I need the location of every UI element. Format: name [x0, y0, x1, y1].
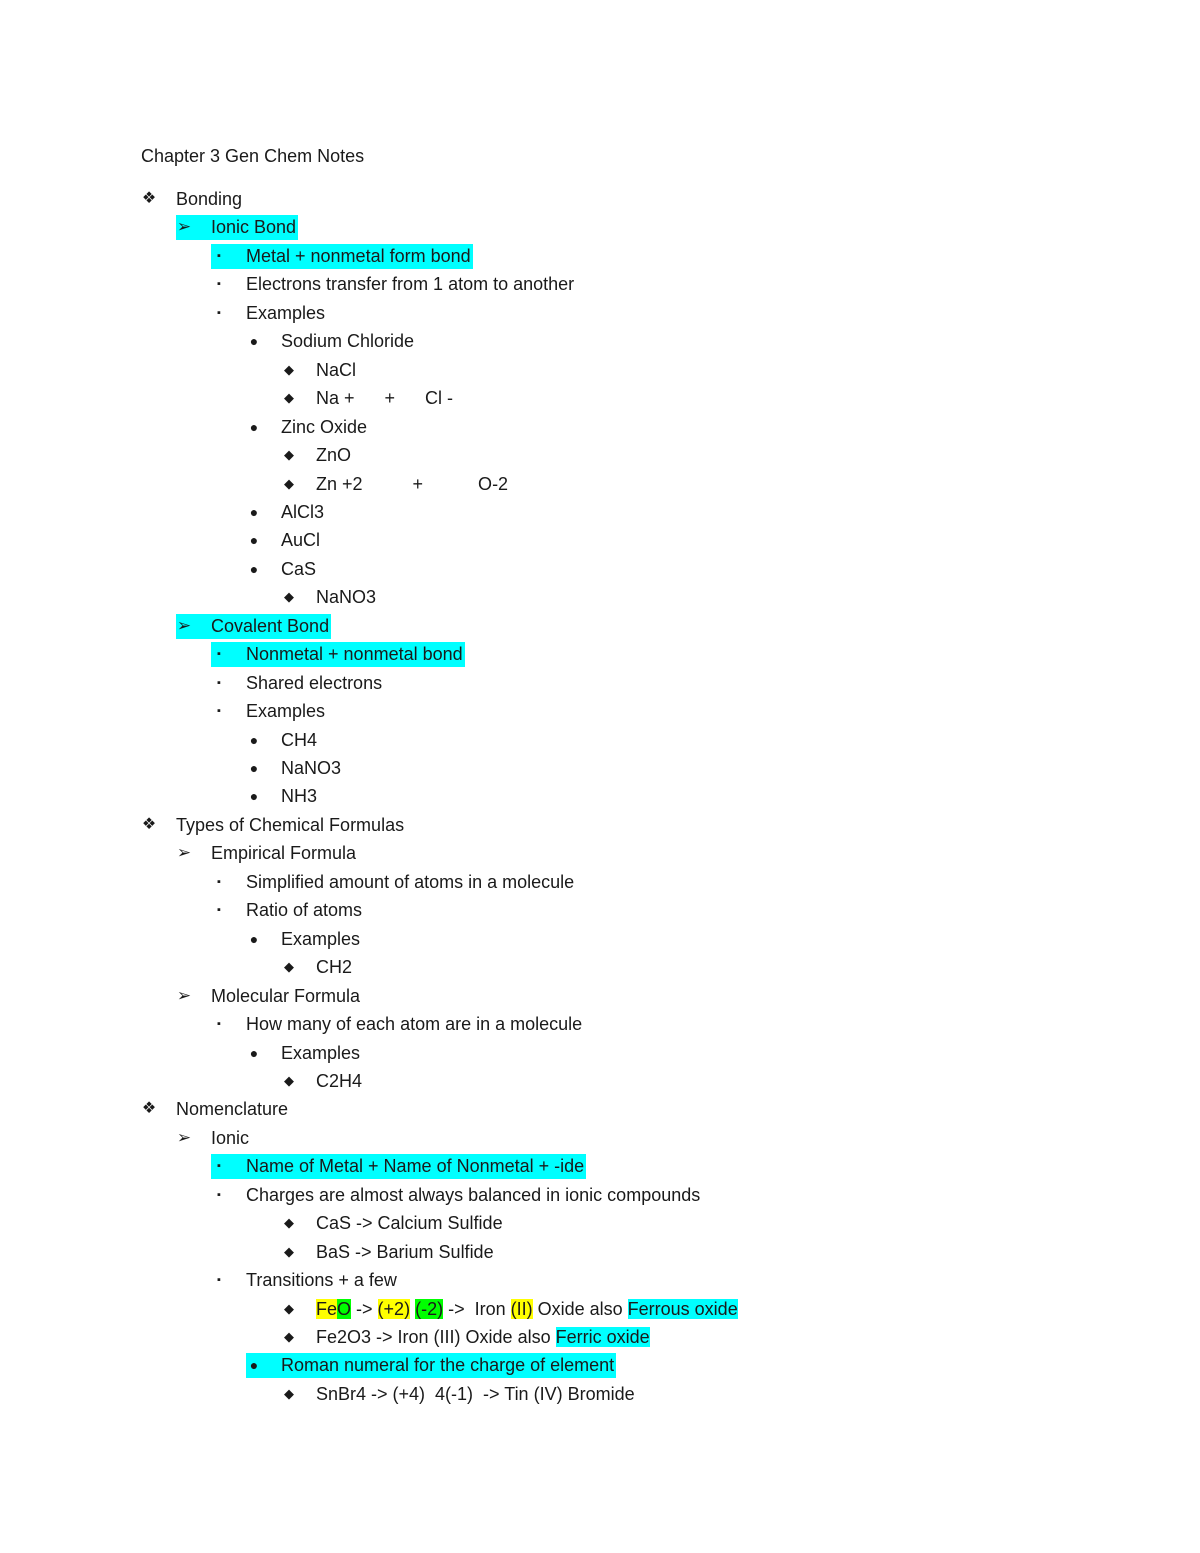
outline-item-text: Name of Metal + Name of Nonmetal + -ide [246, 1156, 585, 1177]
outline-item-text: NH3 [281, 786, 318, 807]
outline-item [0, 1039, 1200, 1067]
outline-item [0, 441, 1200, 469]
outline-item [0, 1181, 1200, 1209]
highlighted-text: Ferrous oxide [627, 1298, 738, 1319]
outline-item [0, 1380, 1200, 1408]
outline-item [0, 384, 1200, 412]
outline-item [0, 526, 1200, 554]
square-bullet-icon: ▪ [217, 676, 221, 689]
outline-item [0, 839, 1200, 867]
square-bullet-icon: ▪ [217, 875, 221, 888]
diamond-bullet-icon: ◆ [284, 1072, 294, 1088]
outline-item-text: Charges are almost always balanced in ionic compounds [246, 1184, 701, 1205]
outline-item [0, 640, 1200, 668]
outline-item-text: CH4 [281, 729, 318, 750]
outline-item [0, 498, 1200, 526]
diamond-bullet-icon: ◆ [284, 1329, 294, 1344]
square-bullet-icon: ▪ [217, 904, 221, 917]
outline-item-text: Transitions + a few [246, 1270, 397, 1291]
outline-item-text: CH2 [316, 957, 353, 978]
highlighted-text: (-2) [415, 1298, 444, 1319]
square-bullet-icon: ▪ [217, 1274, 221, 1287]
outline-item-text: Shared electrons [246, 672, 383, 693]
four-diamond-bullet-icon: ❖ [141, 1100, 157, 1118]
text-segment: Fe2O3 -> Iron (III) Oxide also [316, 1327, 556, 1347]
square-bullet-icon: ▪ [217, 1018, 221, 1031]
outline-item [0, 356, 1200, 384]
diamond-bullet-icon: ◆ [284, 361, 294, 377]
highlighted-text: (II) [510, 1298, 533, 1319]
outline-item-text: Sodium Chloride [281, 331, 415, 352]
square-bullet-icon: ▪ [217, 1160, 221, 1173]
outline-item-text: Examples [246, 701, 326, 722]
outline-item-text: Examples [281, 928, 361, 949]
highlighted-text: Ferric oxide [555, 1327, 650, 1347]
four-diamond-bullet-icon: ❖ [141, 815, 157, 833]
outline-item [0, 669, 1200, 697]
outline-item [0, 1266, 1200, 1294]
outline-item [0, 982, 1200, 1010]
outline-item-text: BaS -> Barium Sulfide [316, 1241, 494, 1262]
outline-item-text: AuCl [281, 530, 321, 551]
outline-item-text: SnBr4 -> (+4) 4(-1) -> Tin (IV) Bromide [316, 1383, 635, 1404]
dot-bullet-icon: ● [249, 503, 259, 520]
arrowhead-bullet-icon: ➢ [176, 615, 192, 635]
outline-item-text: Zn +2 + O-2 [316, 473, 509, 494]
outline-item-text: Examples [281, 1042, 361, 1063]
outline-item [0, 213, 1200, 241]
dot-bullet-icon: ● [249, 788, 259, 805]
dot-bullet-icon: ● [249, 532, 259, 549]
four-diamond-bullet-icon: ❖ [141, 190, 157, 207]
outline-item-text: How many of each atom are in a molecule [246, 1014, 583, 1035]
outline-item-text: Ionic Bond [211, 217, 297, 238]
text-segment: -> [351, 1298, 378, 1319]
outline-item [0, 953, 1200, 981]
outline-item [0, 726, 1200, 754]
outline-item-text: Types of Chemical Formulas [176, 814, 405, 835]
outline-item-text: NaNO3 [316, 587, 377, 608]
outline-item-text: C2H4 [316, 1070, 363, 1091]
diamond-bullet-icon: ◆ [284, 390, 294, 406]
outline-item [0, 697, 1200, 725]
outline-item [0, 299, 1200, 327]
square-bullet-icon: ▪ [217, 648, 221, 661]
outline-item-text: Ionic [211, 1127, 250, 1148]
outline-item-text: AlCl3 [281, 501, 325, 522]
outline-item-text: Covalent Bond [211, 615, 330, 636]
dot-bullet-icon: ● [249, 760, 259, 776]
outline-item-text [316, 1323, 650, 1351]
square-bullet-icon: ▪ [217, 278, 221, 291]
outline-item-text: Metal + nonmetal form bond [246, 245, 471, 266]
square-bullet-icon: ▪ [217, 1188, 221, 1201]
text-segment: -> Iron [443, 1298, 511, 1319]
outline-item-text: NaCl [316, 359, 357, 380]
outline-item [0, 583, 1200, 611]
dot-bullet-icon: ● [249, 731, 259, 748]
outline-item-text: Roman numeral for the charge of element [281, 1355, 615, 1376]
highlighted-text: Fe [316, 1298, 338, 1319]
outline-item [0, 1124, 1200, 1152]
diamond-bullet-icon: ◆ [284, 475, 294, 491]
dot-bullet-icon: ● [249, 560, 259, 577]
outline-item-text: Nomenclature [176, 1099, 289, 1120]
outline-item [0, 1351, 1200, 1379]
arrowhead-bullet-icon: ➢ [176, 1127, 192, 1147]
outline-item-text [316, 1295, 738, 1323]
outline-item-text: Electrons transfer from 1 atom to another [246, 274, 575, 295]
outline-item [0, 868, 1200, 896]
arrowhead-bullet-icon: ➢ [176, 217, 192, 237]
diamond-bullet-icon: ◆ [284, 1243, 294, 1259]
square-bullet-icon: ▪ [217, 306, 221, 319]
outline-item-text: Molecular Formula [211, 985, 361, 1006]
diamond-bullet-icon: ◆ [284, 447, 294, 463]
square-bullet-icon: ▪ [217, 249, 221, 262]
outline-item-text: CaS -> Calcium Sulfide [316, 1213, 503, 1234]
outline-item [0, 754, 1200, 782]
outline-item-text: Ratio of atoms [246, 900, 363, 921]
dot-bullet-icon: ● [249, 1357, 259, 1374]
arrowhead-bullet-icon: ➢ [176, 843, 192, 863]
dot-bullet-icon: ● [249, 930, 259, 947]
outline-item-text: Na + + Cl - [316, 388, 454, 409]
outline-item [0, 1152, 1200, 1180]
outline-item [0, 1010, 1200, 1038]
outline-item [0, 1209, 1200, 1237]
outline-item [0, 782, 1200, 810]
outline-item [0, 327, 1200, 355]
outline-item [0, 185, 1200, 213]
outline-item [0, 925, 1200, 953]
diamond-bullet-icon: ◆ [284, 1300, 294, 1316]
outline-item [0, 1323, 1200, 1351]
highlighted-text: O [337, 1298, 352, 1319]
outline-item-text: CaS [281, 558, 317, 579]
document-title: Chapter 3 Gen Chem Notes [141, 146, 365, 166]
arrowhead-bullet-icon: ➢ [176, 985, 192, 1005]
outline-item-text: Zinc Oxide [281, 416, 368, 437]
highlighted-text: (+2) [377, 1298, 411, 1319]
outline-item-text: Bonding [176, 189, 243, 209]
outline-item [0, 242, 1200, 270]
outline-item [0, 896, 1200, 924]
outline-item-text: Empirical Formula [211, 843, 357, 864]
outline-item-text: ZnO [316, 445, 352, 466]
outline-item [0, 470, 1200, 498]
outline-item-text: Simplified amount of atoms in a molecule [246, 871, 575, 892]
outline-item [0, 1238, 1200, 1266]
text-segment: Oxide also [532, 1298, 628, 1319]
dot-bullet-icon: ● [249, 1044, 259, 1061]
outline-item [0, 1067, 1200, 1095]
dot-bullet-icon: ● [249, 333, 259, 350]
diamond-bullet-icon: ◆ [284, 959, 294, 975]
outline-item [0, 555, 1200, 583]
outline-item [0, 413, 1200, 441]
dot-bullet-icon: ● [249, 418, 259, 435]
square-bullet-icon: ▪ [217, 705, 221, 718]
outline-item [0, 1295, 1200, 1323]
outline-item-text: Examples [246, 302, 326, 323]
outline-item [0, 270, 1200, 298]
outline-item-text: Nonmetal + nonmetal bond [246, 644, 463, 665]
outline-item [0, 1095, 1200, 1123]
diamond-bullet-icon: ◆ [284, 1385, 294, 1401]
diamond-bullet-icon: ◆ [284, 1215, 294, 1231]
outline-item [0, 612, 1200, 640]
outline-item-text: NaNO3 [281, 758, 342, 778]
outline-item [0, 811, 1200, 839]
diamond-bullet-icon: ◆ [284, 589, 294, 605]
